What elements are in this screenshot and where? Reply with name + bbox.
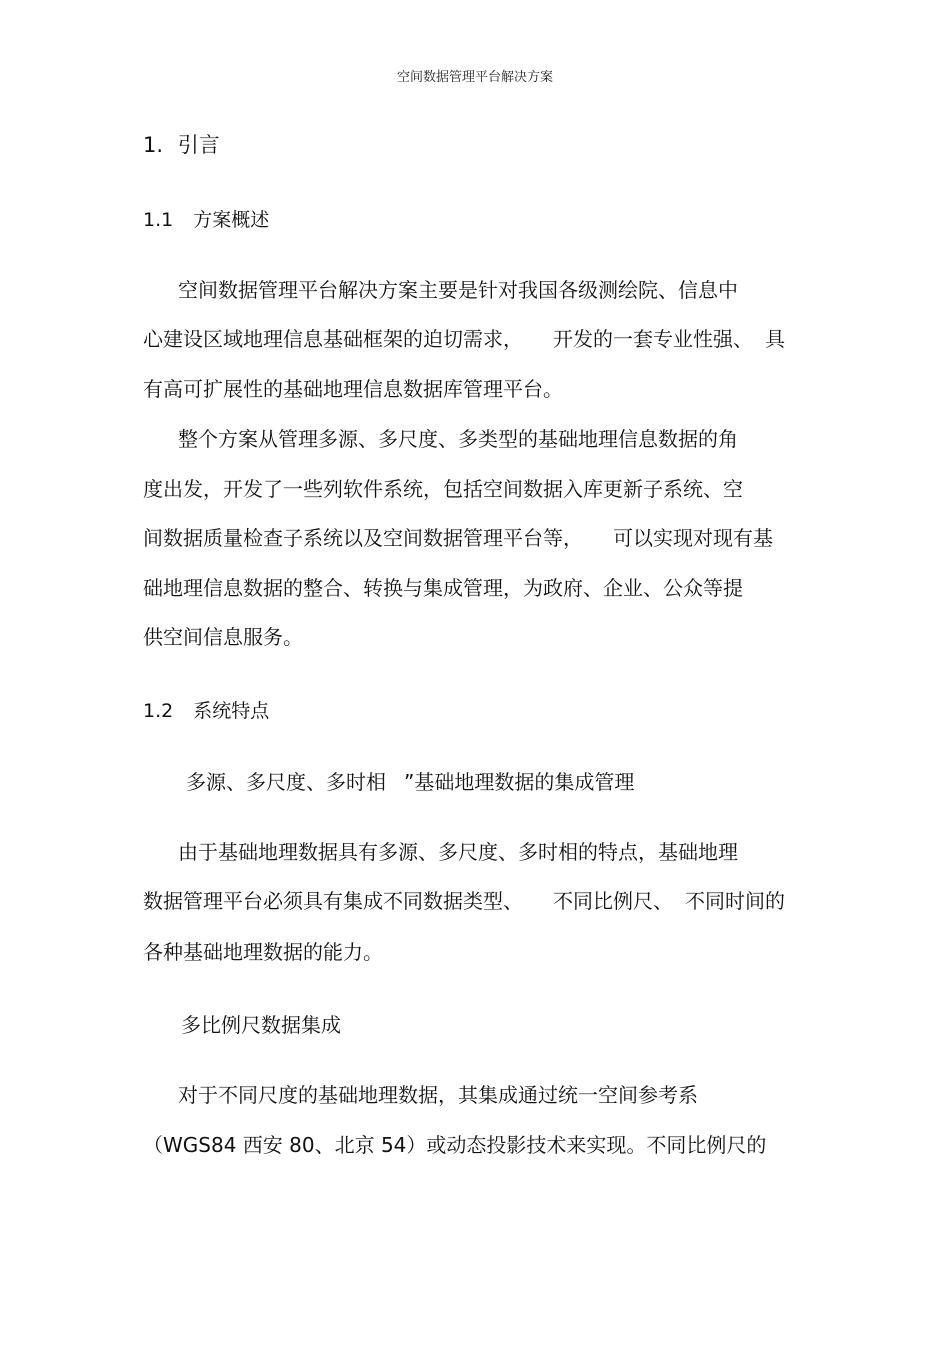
para2-line1: 整个方案从管理多源、多尺度、多类型的基础地理信息数据的角 [178,427,738,451]
page-header-title: 空间数据管理平台解决方案 [396,70,553,85]
para3-line1: 由于基础地理数据具有多源、多尺度、多时相的特点，基础地理 [178,840,738,864]
para4-line1: 对于不同尺度的基础地理数据，其集成通过统一空间参考系 [178,1083,698,1107]
para3-line3: 各种基础地理数据的能力。 [143,940,383,964]
para1-line2 [143,326,785,352]
section-1-1-heading [143,207,269,233]
feature-1-part1: 多源、多尺度、多时相 [186,770,386,794]
section-1-1-number: 1.1 [143,209,174,231]
feature-2-heading: 多比例尺数据集成 [181,1013,341,1037]
para2-line3-part2: 可以实现对现有基 [613,526,773,550]
para2-line4: 础地理信息数据的整合、转换与集成管理，为政府、企业、公众等提 [143,576,743,600]
para4-line2: （WGS84 西安 80、北京 54）或动态投影技术来实现。不同比例尺的 [143,1133,767,1157]
section-1-1-title: 方案概述 [193,209,270,231]
section-1-title: 引言 [177,133,220,157]
para3-line2-part2: 不同比例尺、 [553,889,673,913]
para1-line2-part3: 具 [765,327,785,351]
para2-line3 [143,525,773,551]
para3-line2-part1: 数据管理平台必须具有集成不同数据类型、 [143,889,523,913]
para2-line3-part1: 间数据质量检查子系统以及空间数据管理平台等， [143,526,583,550]
section-1-2-title: 系统特点 [193,700,270,722]
para2-line2: 度出发，开发了一些列软件系统，包括空间数据入库更新子系统、空 [143,477,743,501]
para1-line2-part1: 心建设区域地理信息基础框架的迫切需求， [143,327,523,351]
para3-line2 [143,888,785,914]
feature-1-part2: ”基础地理数据的集成管理 [404,770,635,794]
para1-line1: 空间数据管理平台解决方案主要是针对我国各级测绘院、信息中 [178,278,738,302]
section-1-2-heading [143,698,269,724]
section-1-number: 1. [143,133,164,157]
section-1-heading [143,132,220,158]
para1-line2-part2: 开发的一套专业性强、 [553,327,753,351]
section-1-2-number: 1.2 [143,700,174,722]
para3-line2-part3: 不同时间的 [685,889,785,913]
feature-1-heading [186,769,634,795]
para2-line5: 供空间信息服务。 [143,625,303,649]
para1-line3: 有高可扩展性的基础地理信息数据库管理平台。 [143,377,563,401]
